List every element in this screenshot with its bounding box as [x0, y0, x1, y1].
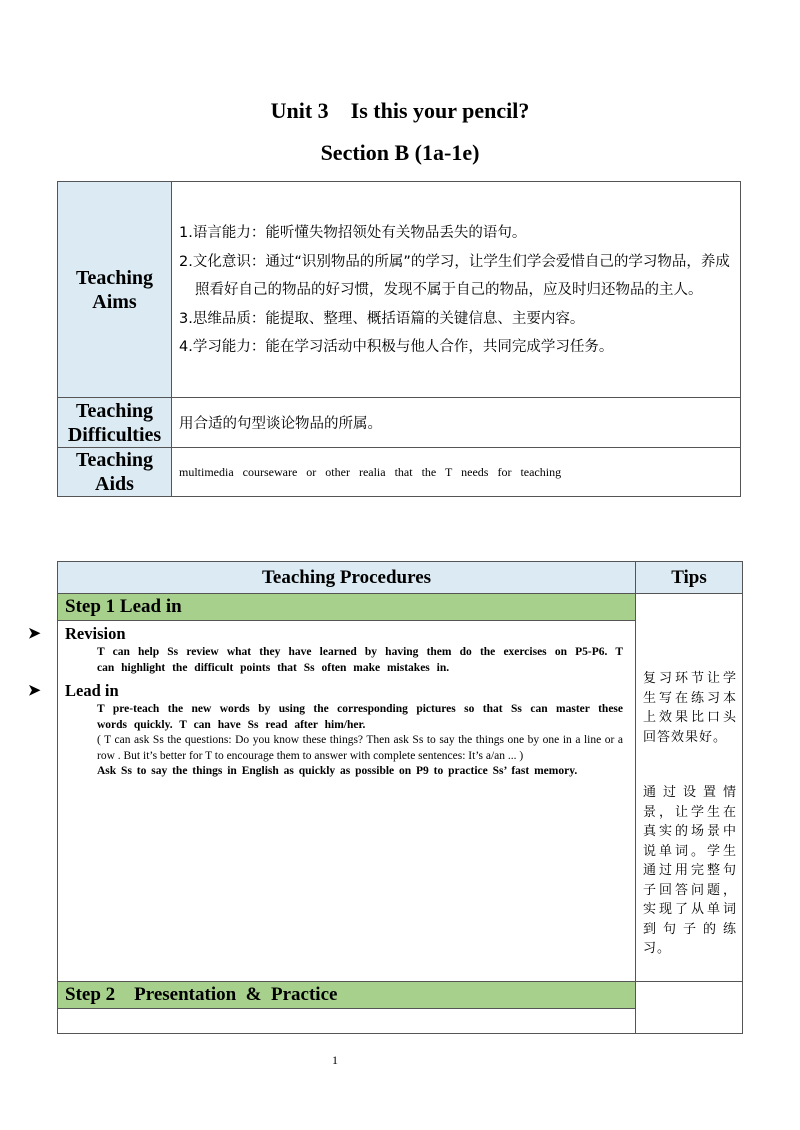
procedures-header: Teaching Procedures: [58, 562, 636, 594]
step2-cell: [58, 982, 636, 1034]
aims-table: [57, 181, 741, 497]
aims-item: 3.思维品质：能提取、整理、概括语篇的关键信息、主要内容。: [179, 310, 585, 327]
leadin-heading: [28, 680, 635, 702]
leadin-note: ( T can ask Ss the questions: Do you know these things? Then ask Ss to say the things one by one in a line or a row . But it’s better for T to encourage them to answer with complete sentences: It’s a/an ... ): [97, 734, 623, 762]
aims-item: 1.语言能力：能听懂失物招领处有关物品丢失的语句。: [179, 225, 527, 242]
aims-list: [172, 191, 740, 388]
tip-revision: 复习环节让学生写在练习本上效果比口头回答效果好。: [643, 671, 737, 745]
difficulties-text: 用合适的句型谈论物品的所属。: [172, 398, 741, 448]
arrow-bullet-icon: ➤: [28, 683, 41, 699]
step1-tips-cell: [636, 594, 743, 982]
revision-heading: [28, 623, 635, 645]
aims-label: Teaching Aims: [58, 182, 172, 398]
step2-title: Step 2 Presentation & Practice: [58, 982, 635, 1009]
leadin-task: Ask Ss to say the things in English as quickly as possible on P9 to practice Ss’ fast memory.: [97, 765, 578, 777]
page-subtitle: Section B (1a-1e): [320, 140, 480, 165]
step2-tips-cell: [636, 982, 743, 1034]
tips-header: Tips: [636, 562, 743, 594]
step1-title: Step 1 Lead in: [58, 594, 635, 621]
revision-label: Revision: [65, 624, 126, 643]
procedures-table: [28, 561, 743, 1034]
aims-item: 2.文化意识：通过“识别物品的所属”的学习，让学生们学会爱惜自己的学习物品，养成照看好自己的物品的好习惯，发现不属于自己的物品，应及时归还物品的主人。: [179, 253, 730, 299]
aims-cell: [172, 182, 741, 398]
leadin-label: Lead in: [65, 681, 119, 700]
tip-leadin: 通过设置情景，让学生在真实的场景中说单词。学生通过用完整句子回答问题，实现了从单词到句子的练习。: [643, 785, 737, 956]
aids-label: Teaching Aids: [58, 448, 172, 497]
arrow-bullet-icon: ➤: [28, 626, 41, 642]
leadin-text: T pre-teach the new words by using the corresponding pictures so that Ss can master these words quickly. T can have Ss read after him/her.: [97, 703, 623, 731]
page-title: Unit 3 Is this your pencil?: [270, 98, 530, 123]
page-number: 1: [332, 1053, 338, 1067]
step1-content: [28, 623, 635, 780]
step1-cell: [28, 594, 636, 982]
revision-text: T can help Ss review what they have learned by having them do the exercises on P5-P6. T can highlight the difficult points that Ss often make mistakes in.: [97, 646, 623, 674]
aids-text: multimedia courseware or other realia that the T needs for teaching: [172, 448, 741, 497]
difficulties-label: Teaching Difficulties: [58, 398, 172, 448]
aims-item: 4.学习能力：能在学习活动中积极与他人合作，共同完成学习任务。: [179, 339, 614, 356]
